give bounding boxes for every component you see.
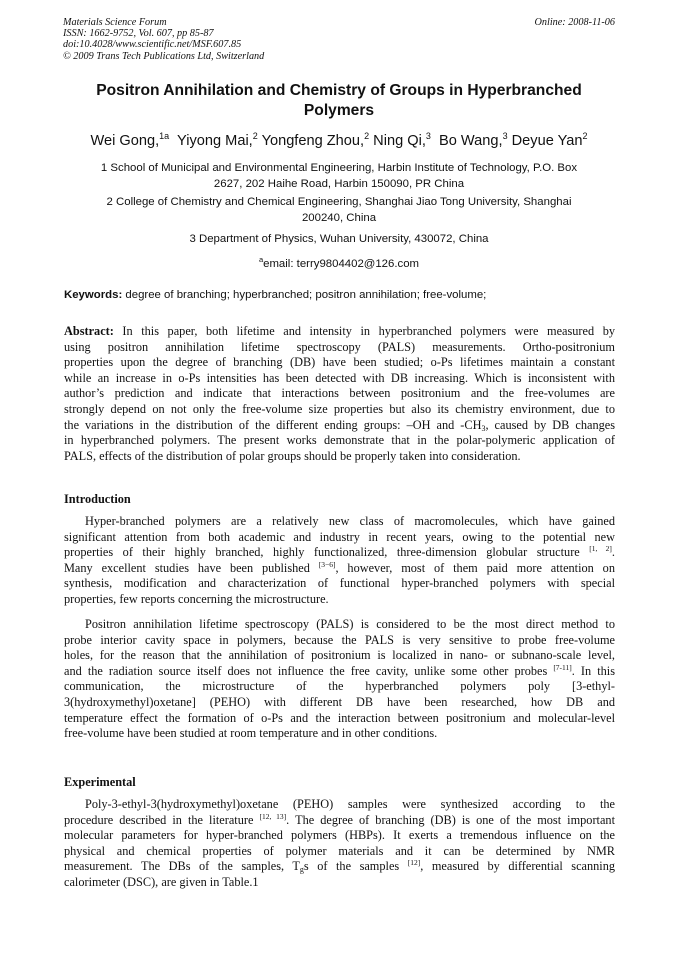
title-line-2: Polymers	[303, 102, 375, 119]
abstract-line: PALS, effects of the distribution of polar groups should be properly taken into consideration.	[64, 448, 521, 463]
paragraph-line: properties, few reports concerning the microstructure.	[64, 591, 329, 606]
author-affiliation-mark: 1a	[159, 131, 170, 141]
abstract-text: In this paper, both lifetime and intensity in hyperbranched polymers were measured by	[113, 324, 615, 338]
author-affiliation-mark: 2	[582, 131, 588, 141]
author-name: Deyue Yan	[511, 133, 583, 149]
author-affiliation-mark: 2	[252, 131, 258, 141]
author-name: Yongfeng Zhou,	[261, 133, 365, 149]
author-name: Bo Wang,	[439, 133, 503, 149]
affiliation-1	[64, 161, 614, 192]
paragraph-line: Poly-3-ethyl-3(hydroxymethyl)oxetane (PEHO) samples were synthesized according to the	[85, 797, 615, 811]
paper-title	[64, 81, 614, 121]
citation: [1, 2]	[589, 544, 612, 554]
abstract-label: Abstract:	[64, 324, 114, 338]
copyright-line: © 2009 Trans Tech Publications Ltd, Switzerland	[63, 50, 265, 62]
paragraph-text: properties of their highly branched, highly functionalized, three-dimension globular structure	[64, 545, 590, 560]
paragraph-text: measurement. The DBs of the samples, T	[64, 859, 300, 874]
abstract-line	[64, 324, 615, 340]
paragraph-line: molecular parameters for hyper-branched polymers (HBPs). It exerts a tremendous influence on the	[64, 828, 615, 843]
journal-header	[63, 17, 615, 62]
subscript: g	[299, 865, 304, 875]
paragraph-line	[64, 859, 615, 875]
abstract-line: properties upon the degree of branching (DB) have been studied; o-Ps lifetimes maintain a constant	[64, 355, 615, 370]
paragraph-line: free-volume have been studied at room temperature and in other conditions.	[64, 726, 438, 741]
author-name: Yiyong Mai,	[177, 133, 253, 149]
paragraph-text: . The degree of branching (DB) is one of the most important	[286, 812, 615, 827]
paragraph-line: communication, the microstructure of the hyperbranched polymers poly [3-ethyl-	[64, 679, 615, 694]
paragraph-line	[64, 545, 615, 561]
paragraph-line: Hyper-branched polymers are a relatively new class of macromolecules, which have gained	[85, 514, 615, 528]
paragraph-text: , measured by differential scanning	[420, 859, 615, 874]
abstract-line	[64, 418, 615, 434]
paragraph-line: temperature effect the formation of o-Ps and the interaction between positronium and molecular-level	[64, 710, 615, 725]
affiliation-1-line-1: 1 School of Municipal and Environmental Engineering, Harbin Institute of Technology, P.O. Box	[100, 162, 578, 174]
journal-name: Materials Science Forum	[63, 17, 167, 28]
paragraph-line	[64, 664, 615, 680]
affiliation-1-line-2: 2627, 202 Haihe Road, Harbin 150090, PR China	[213, 177, 465, 190]
citation: [3−6]	[318, 559, 336, 569]
keywords-label: Keywords:	[64, 289, 123, 301]
affiliation-2	[64, 195, 614, 226]
citation: [12, 13]	[259, 811, 287, 821]
affiliation-2-line-1: 2 College of Chemistry and Chemical Engineering, Shanghai Jiao Tong University, Shanghai	[106, 196, 572, 208]
keywords-text: degree of branching; hyperbranched; positron annihilation; free-volume;	[122, 289, 487, 301]
citation: [12]	[407, 858, 421, 868]
abstract-line: strongly depend on not only the free-volume size properties but also its chemistry environment, due to	[64, 401, 615, 416]
abstract-line: author’s prediction and indicate that interactions between positronium and the free-volumes are	[64, 386, 615, 401]
section-heading-experimental: Experimental	[64, 775, 136, 789]
author-name: Ning Qi,	[373, 133, 426, 149]
paragraph-text: , however, most of them paid more attention on	[335, 560, 615, 575]
paragraph-line: synthesis, modification and characterization of functional hyper-branched polymers with special	[64, 576, 615, 591]
introduction-paragraph-1	[64, 514, 615, 608]
abstract-line: while an increase in o-Ps intensities has been detected with DB increasing. Which is inconsistent with	[64, 370, 615, 385]
section-heading-introduction: Introduction	[64, 492, 131, 506]
paragraph-line: 3(hydroxymethyl)oxetane] (PEHO) with different DB have been researched, how DB and	[64, 694, 615, 709]
author-affiliation-mark: 3	[425, 131, 431, 141]
paragraph-text: Many excellent studies have been published	[64, 560, 319, 575]
keywords	[64, 289, 624, 301]
paragraph-text: s of the samples	[303, 859, 408, 874]
paragraph-line	[64, 813, 615, 829]
author-name: Wei Gong,	[90, 133, 160, 149]
abstract	[64, 324, 615, 464]
paragraph-text: and the radiation source itself does not influence the free cavity, unlike some other probes	[64, 663, 554, 678]
paragraph-line: physical and chemical properties of polymer materials and it can be determined by NMR	[64, 843, 615, 858]
author-affiliation-mark: 3	[502, 131, 508, 141]
email-mark: a	[258, 255, 264, 264]
abstract-line: using positron annihilation lifetime spectroscopy (PALS) measurements. Ortho-positronium	[64, 339, 615, 354]
paragraph-text: .	[611, 545, 615, 560]
introduction-paragraph-2	[64, 617, 615, 742]
affiliation-3: 3 Department of Physics, Wuhan University, 430072, China	[189, 233, 489, 245]
doi-line: doi:10.4028/www.scientific.net/MSF.607.85	[63, 39, 242, 51]
paragraph-line: significant attention from both academic and industry in recent years, owing to the potential new	[64, 529, 615, 544]
paragraph-line	[64, 561, 615, 577]
paragraph-line: probe interior cavity space in polymers, because the PALS is very sensitive to probe free-volume	[64, 632, 615, 647]
paragraph-text: . In this	[571, 663, 615, 678]
title-line-1: Positron Annihilation and Chemistry of Groups in Hyperbranched	[96, 82, 582, 99]
abstract-text: , caused by DB changes	[485, 417, 615, 432]
abstract-text: the variations in the distribution of the different ending groups: –OH and -CH	[64, 417, 482, 432]
author-affiliation-mark: 2	[364, 131, 370, 141]
email-text: email: terry9804402@126.com	[263, 258, 420, 270]
citation: [7-11]	[553, 662, 572, 672]
online-date: Online: 2008-11-06	[534, 17, 615, 28]
paragraph-line: calorimeter (DSC), are given in Table.1	[64, 874, 259, 889]
paragraph-line: Positron annihilation lifetime spectroscopy (PALS) is considered to be the most direct method to	[85, 617, 615, 631]
issn-line: ISSN: 1662-9752, Vol. 607, pp 85-87	[63, 28, 214, 40]
paragraph-text: procedure described in the literature	[64, 812, 260, 827]
experimental-paragraph-1	[64, 797, 615, 891]
paragraph-line: holes, for the reason that the annihilation of positronium is localized in nano- or subnano-scale level,	[64, 648, 615, 663]
author-list	[64, 131, 614, 149]
subscript: 3	[481, 423, 486, 433]
affiliation-2-line-2: 200240, China	[301, 211, 377, 224]
abstract-line: in hyperbranched polymers. The present works demonstrate that in the polar-polymeric application of	[64, 433, 615, 448]
corresponding-email	[64, 252, 614, 273]
